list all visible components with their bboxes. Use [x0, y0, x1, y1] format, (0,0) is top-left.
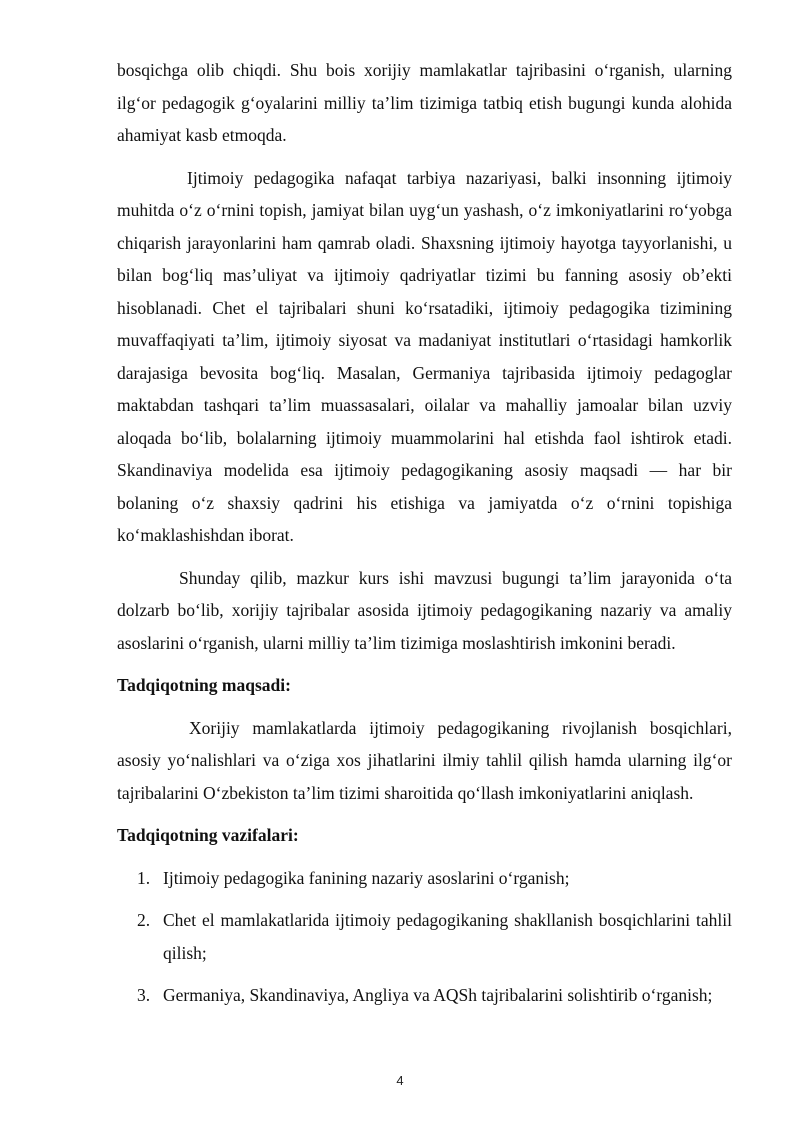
tasks-list [117, 862, 732, 1012]
list-item [117, 904, 732, 969]
list-item-number: 1. [137, 867, 151, 888]
list-item-text: Ijtimoiy pedagogika fanining nazariy asoslarini o‘rganish; [163, 867, 570, 888]
list-item [117, 979, 732, 1012]
page-content [117, 54, 732, 1022]
social-pedagogy-paragraph: Ijtimoiy pedagogika nafaqat tarbiya nazariyasi, balki insonning ijtimoiy muhitda o‘z o‘rnini topish, jamiyat bilan uyg‘un yashash, o‘z imkoniyatlarini ro‘yobga chiqarish jarayonlarini ham qamrab oladi. Shaxsning ijtimoiy hayotga tayyorlanishi, u bilan bog‘liq mas’uliyat va ijtimoiy qadriyatlar tizimi bu fanning asosiy ob’ekti hisoblanadi. Chet el tajribalari shuni ko‘rsatadiki, ijtimoiy pedagogika tizimining muvaffaqiyati ta’lim, ijtimoiy siyosat va madaniyat institutlari o‘rtasidagi hamkorlik darajasiga bevosita bog‘liq. Masalan, Germaniya tajribasida ijtimoiy pedagoglar maktabdan tashqari ta’lim muassasalari, oilalar va mahalliy jamoalar bilan uzviy aloqada bo‘lib, bolalarning ijtimoiy muammolarini hal etishda faol ishtirok etadi. Skandinaviya modelida esa ijtimoiy pedagogikaning asosiy maqsadi — har bir bolaning o‘z shaxsiy qadrini his etishiga va jamiyatda o‘z o‘rnini topishiga ko‘maklashishdan iborat. [117, 167, 732, 545]
tasks-heading: Tadqiqotning vazifalari: [117, 825, 299, 845]
intro-paragraph: bosqichga olib chiqdi. Shu bois xorijiy mamlakatlar tajribasini o‘rganish, ularning ilg‘or pedagogik g‘oyalarini milliy ta’lim tizimiga tatbiq etish bugungi kunda alohida ahamiyat kasb etmoqda. [117, 60, 732, 145]
goal-heading: Tadqiqotning maqsadi: [117, 675, 291, 695]
list-item-number: 2. [137, 910, 151, 930]
page-number: 4 [396, 1073, 404, 1088]
list-item-text: Chet el mamlakatlarida ijtimoiy pedagogikaning shakllanish bosqichlarini tahlil qilish; [163, 910, 732, 963]
goal-paragraph: Xorijiy mamlakatlarda ijtimoiy pedagogikaning rivojlanish bosqichlari, asosiy yo‘nalishlari va o‘ziga xos jihatlarini ilmiy tahlil qilish hamda ularning ilg‘or tajribalarini O‘zbekiston ta’lim tizimi sharoitida qo‘llash imkoniyatlarini aniqlash. [117, 717, 732, 803]
conclusion-paragraph: Shunday qilib, mazkur kurs ishi mavzusi bugungi ta’lim jarayonida o‘ta dolzarb bo‘lib, xorijiy tajribalar asosida ijtimoiy pedagogikaning nazariy va amaliy asoslarini o‘rganish, ularni milliy ta’lim tizimiga moslashtirish imkonini beradi. [117, 567, 732, 653]
list-item-text: Germaniya, Skandinaviya, Angliya va AQSh tajribalarini solishtirib o‘rganish; [163, 985, 713, 1005]
list-item [117, 862, 732, 895]
list-item-number: 3. [137, 985, 151, 1005]
